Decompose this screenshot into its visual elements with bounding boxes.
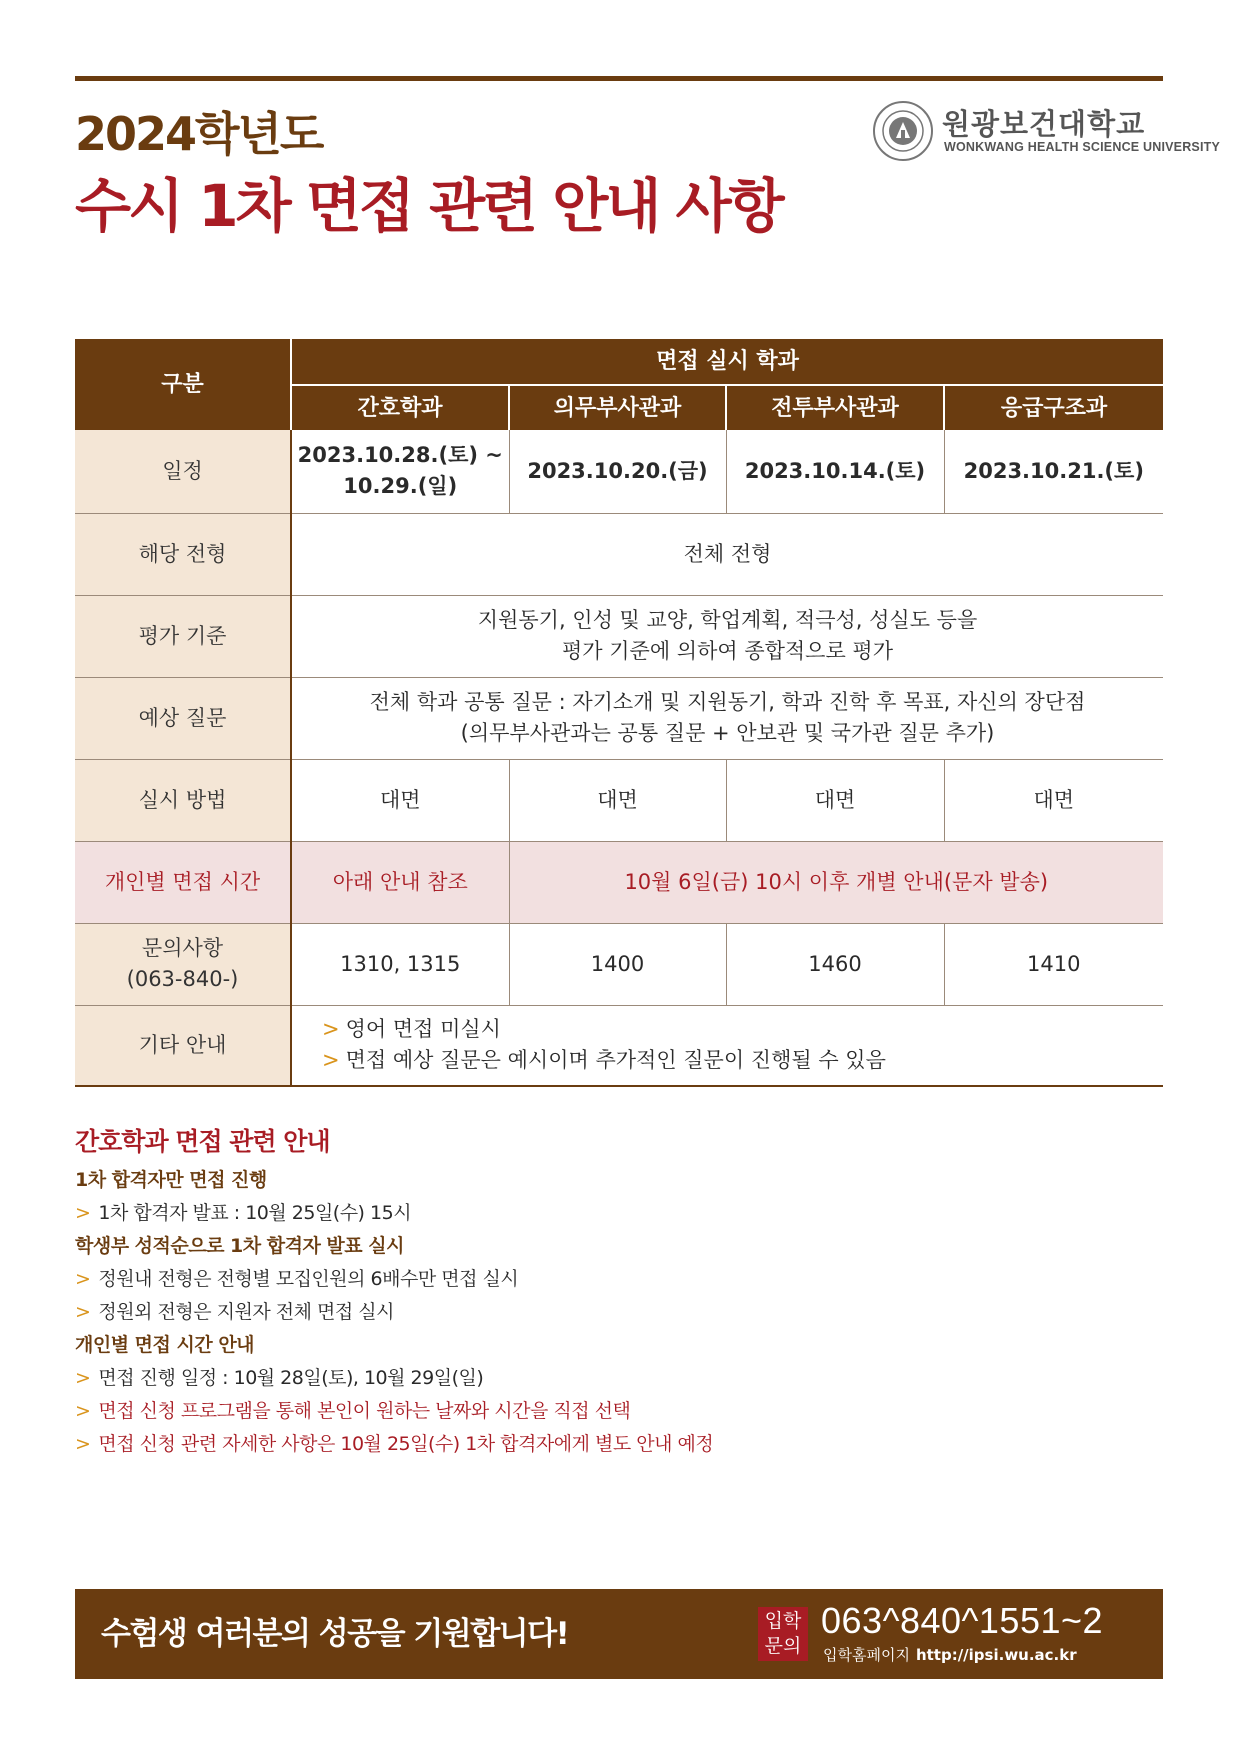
dept-header-emergency: 응급구조과: [944, 385, 1163, 430]
nursing-info-title: 간호학과 면접 관련 안내: [75, 1127, 330, 1156]
selection-value: 전체 전형: [291, 513, 1163, 595]
questions-value: [291, 677, 1163, 759]
dept-header-combat: 전투부사관과: [726, 385, 944, 430]
corner-header: 구분: [75, 339, 291, 430]
department-group-header: 면접 실시 학과: [291, 339, 1163, 385]
schedule-emergency: 2023.10.21.(토): [944, 430, 1163, 513]
info-item-text: 정원외 전형은 지원자 전체 면접 실시: [98, 1301, 394, 1323]
etc-line1: 영어 면접 미실시: [345, 1017, 501, 1042]
top-rule: [75, 76, 1163, 81]
contact-label-line1: 문의사항: [141, 936, 224, 960]
footer-slogan: 수험생 여러분의 성공을 기원합니다!: [101, 1616, 569, 1652]
etc-item: [322, 1045, 1163, 1076]
chevron-right-icon: >: [75, 1202, 91, 1224]
contact-emergency: 1410: [944, 923, 1163, 1005]
row-label-personal-time: 개인별 면접 시간: [75, 841, 291, 923]
admission-inquiry-badge: [758, 1607, 808, 1661]
row-label-method: 실시 방법: [75, 759, 291, 841]
admission-phone[interactable]: 063^840^1551~2: [821, 1600, 1104, 1641]
page-title: 수시 1차 면접 관련 안내 사항: [75, 172, 782, 240]
contact-nursing: 1310, 1315: [291, 923, 509, 1005]
website-link[interactable]: http://ipsi.wu.ac.kr: [915, 1646, 1077, 1664]
schedule-nursing-line1: 2023.10.28.(토) ~: [297, 443, 503, 468]
etc-item: [322, 1014, 1163, 1045]
criteria-line1: 지원동기, 인성 및 교양, 학업계획, 적극성, 성실도 등을: [477, 608, 978, 632]
table-header-row: [75, 339, 1163, 385]
page-title-year: 2024학년도: [75, 107, 323, 161]
table-row-schedule: [75, 430, 1163, 513]
method-nursing: 대면: [291, 759, 509, 841]
schedule-nursing-line2: 10.29.(일): [343, 474, 458, 499]
questions-line1: 전체 학과 공통 질문 : 자기소개 및 지원동기, 학과 진학 후 목표, 자신의 장단점: [369, 690, 1086, 714]
chevron-right-icon: >: [322, 1017, 340, 1042]
nursing-info-section: [75, 1120, 1163, 1461]
etc-line2: 면접 예상 질문은 예시이며 추가적인 질문이 진행될 수 있음: [345, 1048, 886, 1073]
info-item: [75, 1197, 1163, 1230]
row-label-questions: 예상 질문: [75, 677, 291, 759]
contact-combat: 1460: [726, 923, 944, 1005]
personal-time-others: 10월 6일(금) 10시 이후 개별 안내(문자 발송): [509, 841, 1163, 923]
interview-table: [75, 339, 1163, 1087]
table-row-etc: [75, 1005, 1163, 1086]
chevron-right-icon: >: [75, 1400, 91, 1422]
footer-banner: [75, 1589, 1163, 1679]
schedule-nursing: [291, 430, 509, 513]
info-heading: 학생부 성적순으로 1차 합격자 발표 실시: [75, 1235, 404, 1257]
info-item-text: 면접 진행 일정 : 10월 28일(토), 10월 29일(일): [98, 1367, 484, 1389]
university-name-ko: 원광보건대학교: [942, 107, 1146, 141]
chevron-right-icon: >: [322, 1048, 340, 1073]
row-label-schedule: 일정: [75, 430, 291, 513]
university-seal-icon: [872, 100, 934, 162]
table-row-method: [75, 759, 1163, 841]
row-label-criteria: 평가 기준: [75, 595, 291, 677]
questions-line2: (의무부사관과는 공통 질문 + 안보관 및 국가관 질문 추가): [460, 721, 995, 745]
chevron-right-icon: >: [75, 1367, 91, 1389]
info-item-highlight: [75, 1428, 1163, 1461]
dept-header-medical: 의무부사관과: [509, 385, 726, 430]
method-emergency: 대면: [944, 759, 1163, 841]
method-combat: 대면: [726, 759, 944, 841]
criteria-value: [291, 595, 1163, 677]
info-heading: 1차 합격자만 면접 진행: [75, 1169, 267, 1191]
info-item-text: 면접 신청 프로그램을 통해 본인이 원하는 날짜와 시간을 직접 선택: [98, 1400, 631, 1422]
row-label-contact: [75, 923, 291, 1005]
info-item-text: 1차 합격자 발표 : 10월 25일(수) 15시: [98, 1202, 412, 1224]
university-name-en: WONKWANG HEALTH SCIENCE UNIVERSITY: [944, 140, 1221, 154]
info-item: [75, 1263, 1163, 1296]
table-row-selection: [75, 513, 1163, 595]
chevron-right-icon: >: [75, 1433, 91, 1455]
criteria-line2: 평가 기준에 의하여 종합적으로 평가: [562, 639, 894, 663]
badge-line1: 입학: [764, 1610, 802, 1632]
row-label-etc: 기타 안내: [75, 1005, 291, 1086]
table-row-personal-time: [75, 841, 1163, 923]
info-item: [75, 1296, 1163, 1329]
info-heading: 개인별 면접 시간 안내: [75, 1334, 255, 1356]
chevron-right-icon: >: [75, 1301, 91, 1323]
table-row-contact: [75, 923, 1163, 1005]
university-logo: [872, 100, 1221, 164]
method-medical: 대면: [509, 759, 726, 841]
info-item: [75, 1362, 1163, 1395]
chevron-right-icon: >: [75, 1268, 91, 1290]
info-item-text: 정원내 전형은 전형별 모집인원의 6배수만 면접 실시: [98, 1268, 519, 1290]
personal-time-nursing: 아래 안내 참조: [291, 841, 509, 923]
schedule-medical: 2023.10.20.(금): [509, 430, 726, 513]
row-label-selection: 해당 전형: [75, 513, 291, 595]
table-row-criteria: [75, 595, 1163, 677]
website-label: 입학홈페이지: [823, 1646, 910, 1664]
contact-label-line2: (063-840-): [126, 967, 239, 991]
info-item-text: 면접 신청 관련 자세한 사항은 10월 25일(수) 1차 합격자에게 별도 안내 예정: [98, 1433, 714, 1455]
schedule-combat: 2023.10.14.(토): [726, 430, 944, 513]
badge-line2: 문의: [764, 1635, 802, 1657]
contact-medical: 1400: [509, 923, 726, 1005]
table-row-questions: [75, 677, 1163, 759]
info-item-highlight: [75, 1395, 1163, 1428]
admission-website: [823, 1644, 1077, 1665]
etc-value: [291, 1005, 1163, 1086]
dept-header-nursing: 간호학과: [291, 385, 509, 430]
